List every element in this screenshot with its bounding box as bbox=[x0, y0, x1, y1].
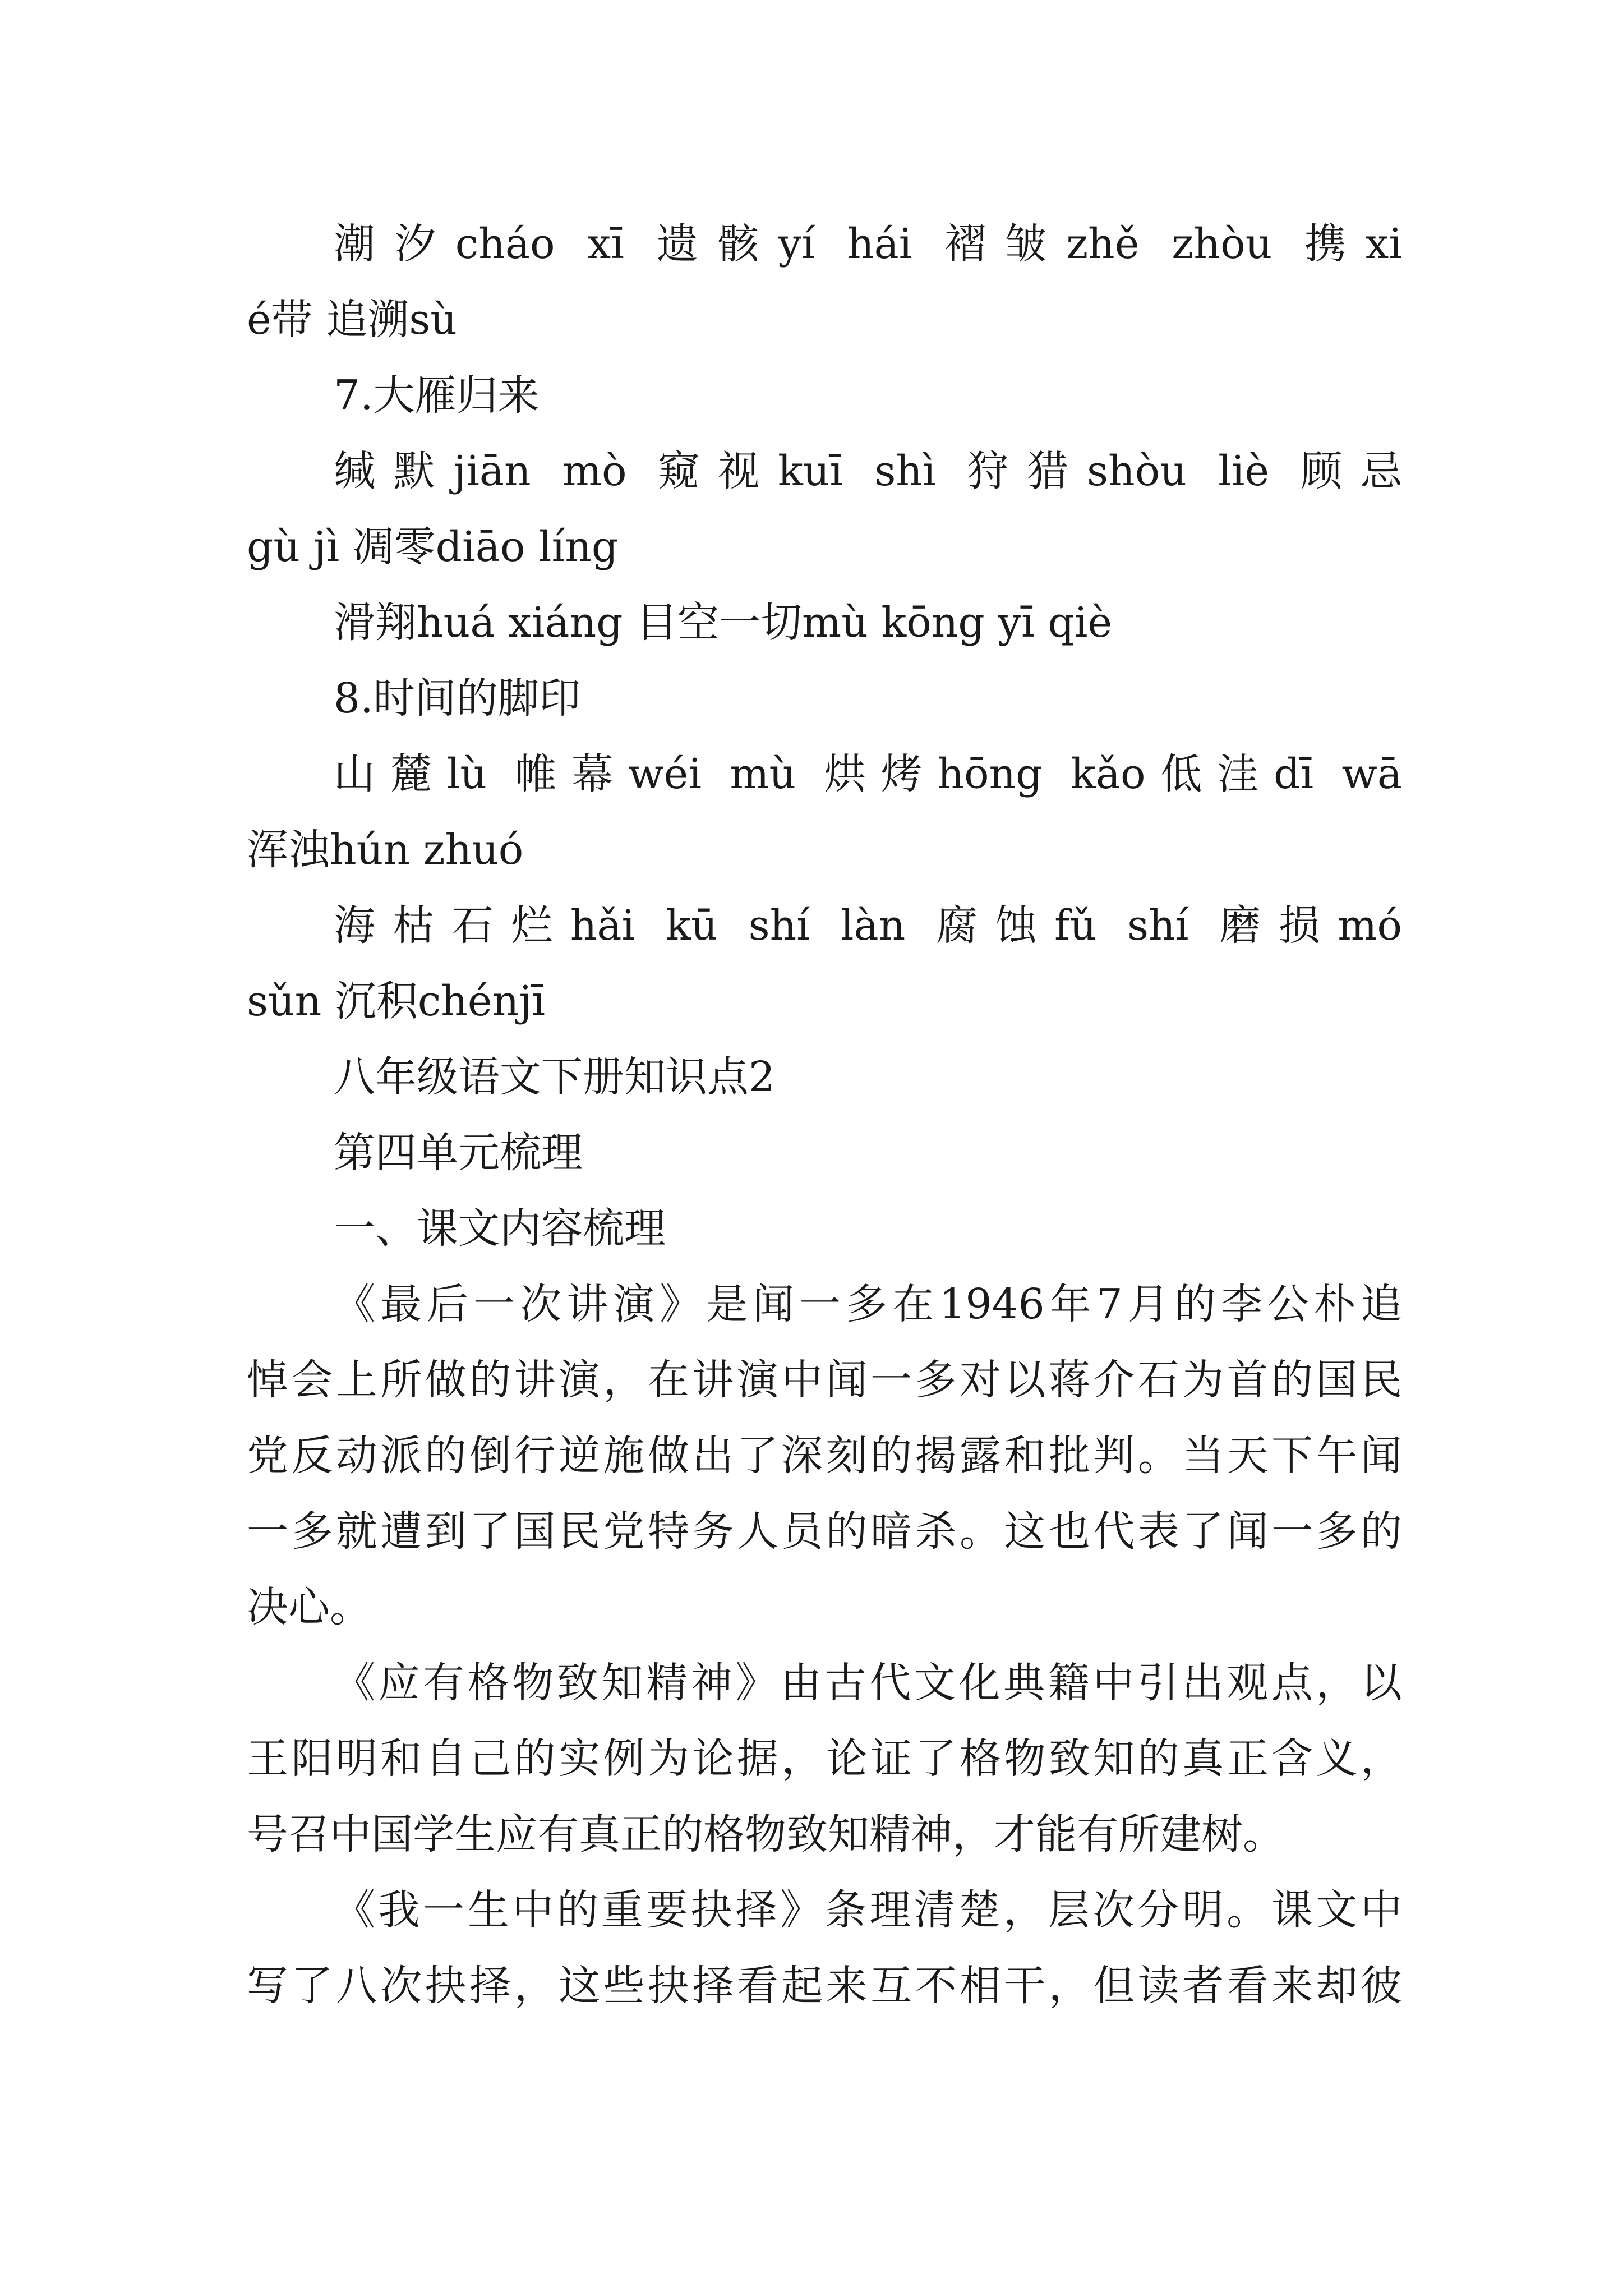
subsection-heading: 一、课文内容梳理 bbox=[334, 1204, 666, 1253]
text-line: sǔn 沉积chénjī bbox=[247, 977, 545, 1025]
text-line: 浑浊hún zhuó bbox=[247, 826, 524, 874]
section-heading: 7.大雁归来 bbox=[334, 371, 540, 420]
document-title: 八年级语文下册知识点2 bbox=[334, 1053, 776, 1101]
paragraph-line: 决心。 bbox=[247, 1583, 371, 1631]
section-heading: 8.时间的脚印 bbox=[334, 674, 581, 723]
text-line: é带 追溯sù bbox=[247, 296, 457, 344]
paragraph-line: 号召中国学生应有真正的格物致知精神，才能有所建树。 bbox=[247, 1810, 1284, 1858]
paragraph-line: 写了八次抉择，这些抉择看起来互不相干，但读者看来却彼 bbox=[247, 1962, 1402, 2010]
paragraph-line: 一多就遭到了国民党特务人员的暗杀。这也代表了闻一多的 bbox=[247, 1507, 1402, 1556]
paragraph-line: 党反动派的倒行逆施做出了深刻的揭露和批判。当天下午闻 bbox=[247, 1432, 1402, 1480]
text-line: 滑翔huá xiáng 目空一切mù kōng yī qiè bbox=[334, 599, 1113, 647]
text-line: 缄默jiān mò 窥视kuī shì 狩猎shòu liè 顾忌 bbox=[334, 447, 1402, 495]
text-line: 海枯石烂hǎi kū shí làn 腐蚀fǔ shí 磨损mó bbox=[334, 901, 1402, 950]
text-line: 山麓lù 帷幕wéi mù 烘烤hōng kǎo低洼dī wā bbox=[334, 750, 1402, 798]
paragraph-line: 王阳明和自己的实例为论据，论证了格物致知的真正含义， bbox=[247, 1734, 1402, 1783]
unit-heading: 第四单元梳理 bbox=[334, 1129, 583, 1177]
paragraph-line: 悼会上所做的讲演，在讲演中闻一多对以蒋介石为首的国民 bbox=[247, 1356, 1402, 1404]
paragraph-line: 《最后一次讲演》是闻一多在1946年7月的李公朴追 bbox=[334, 1280, 1402, 1328]
paragraph-line: 《应有格物致知精神》由古代文化典籍中引出观点，以 bbox=[334, 1659, 1402, 1707]
text-line: 潮汐cháo xī 遗骸yí hái 褶皱zhě zhòu 携xi bbox=[334, 220, 1402, 268]
text-line: gù jì 凋零diāo líng bbox=[247, 523, 619, 571]
paragraph-line: 《我一生中的重要抉择》条理清楚，层次分明。课文中 bbox=[334, 1886, 1402, 1934]
